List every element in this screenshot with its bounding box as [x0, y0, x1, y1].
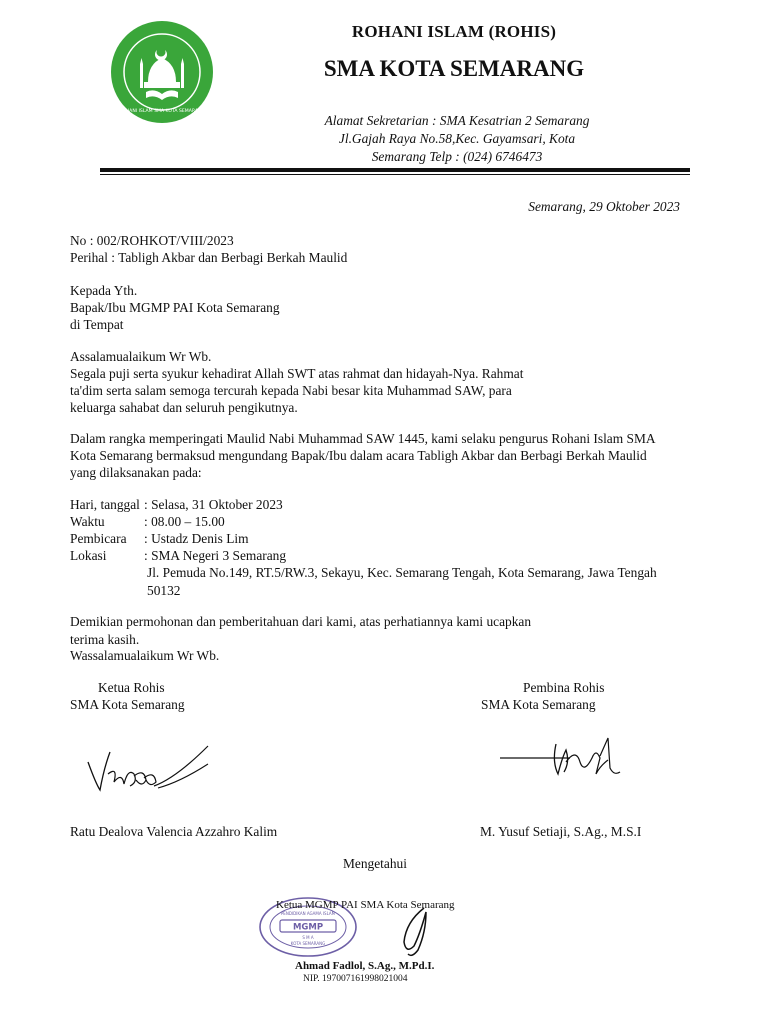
- stamp-small-text: S M A: [302, 935, 314, 940]
- address-line-1: Alamat Sekretarian : SMA Kesatrian 2 Semarang: [324, 113, 590, 128]
- intro-line: Dalam rangka memperingati Maulid Nabi Muhammad SAW 1445, kami selaku pengurus Rohani Islam SMA: [70, 431, 656, 446]
- intro-line: Kota Semarang bermaksud mengundang Bapak/Ibu dalam acara Tabligh Akbar dan Berbagi Berkah Maulid: [70, 448, 647, 463]
- right-signer-title: Pembina Rohis: [523, 680, 605, 695]
- opening-line: ta'dim serta salam semoga tercurah kepada Nabi besar kita Muhammad SAW, para: [70, 383, 512, 398]
- detail-label: Lokasi: [70, 548, 107, 563]
- opening-line: Segala puji serta syukur kehadirat Allah SWT atas rahmat dan hidayah-Nya. Rahmat: [70, 366, 524, 381]
- header-rule: [100, 168, 690, 172]
- recipient-line: di Tempat: [70, 317, 124, 332]
- closing-line: Demikian permohonan dan pemberitahuan dari kami, atas perhatiannya kami ucapkan: [70, 614, 532, 629]
- letter-subject: Perihal : Tabligh Akbar dan Berbagi Berkah Maulid: [70, 250, 348, 265]
- left-signer-title: Ketua Rohis: [98, 680, 165, 695]
- location-address: Jl. Pemuda No.149, RT.5/RW.3, Sekayu, Kec. Semarang Tengah, Kota Semarang, Jawa Tengah: [147, 565, 657, 580]
- logo-text: ROHANI ISLAM SMA KOTA SEMARANG: [118, 109, 206, 114]
- left-signer-name: Ratu Dealova Valencia Azzahro Kalim: [70, 824, 278, 839]
- detail-value: : 08.00 – 15.00: [144, 514, 225, 529]
- stamp-center-text: MGMP: [292, 922, 324, 933]
- organization-title: ROHANI ISLAM (ROHIS): [351, 22, 557, 41]
- left-signature: [84, 738, 214, 808]
- recipient-line: Kepada Yth.: [70, 283, 138, 298]
- acknowledged-label: Mengetahui: [343, 856, 407, 871]
- header-rule-thin: [100, 174, 690, 175]
- address-line-2: Jl.Gajah Raya No.58,Kec. Gayamsari, Kota: [338, 131, 576, 146]
- intro-line: yang dilaksanakan pada:: [70, 465, 202, 480]
- letter-number: No : 002/ROHKOT/VIII/2023: [70, 233, 234, 248]
- right-signer-org: SMA Kota Semarang: [481, 697, 596, 712]
- left-signer-org: SMA Kota Semarang: [70, 697, 185, 712]
- stamp-bottom-text: KOTA SEMARANG: [290, 941, 326, 946]
- opening-line: Assalamualaikum Wr Wb.: [70, 349, 212, 364]
- location-postcode: 50132: [147, 583, 181, 598]
- right-signer-name: M. Yusuf Setiaji, S.Ag., M.S.I: [480, 824, 642, 839]
- mgmp-signer-name: Ahmad Fadlol, S.Ag., M.Pd.I.: [295, 960, 435, 972]
- school-name: SMA KOTA SEMARANG: [323, 56, 585, 81]
- letter-date: Semarang, 29 Oktober 2023: [528, 199, 680, 214]
- mgmp-signature: [396, 904, 436, 960]
- detail-label: Pembicara: [70, 531, 127, 546]
- detail-label: Hari, tanggal: [70, 497, 140, 512]
- closing-line: Wassalamualaikum Wr Wb.: [70, 648, 220, 663]
- address-line-3: Semarang Telp : (024) 6746473: [371, 149, 543, 164]
- right-signature: [496, 728, 636, 798]
- closing-line: terima kasih.: [70, 632, 140, 647]
- detail-label: Waktu: [70, 514, 105, 529]
- detail-value: : Ustadz Denis Lim: [144, 531, 249, 546]
- recipient-line: Bapak/Ibu MGMP PAI Kota Semarang: [70, 300, 280, 315]
- detail-value: : Selasa, 31 Oktober 2023: [144, 497, 283, 512]
- mgmp-label: Ketua MGMP PAI SMA Kota Semarang: [276, 899, 455, 911]
- opening-line: keluarga sahabat dan seluruh pengikutnya.: [70, 400, 298, 415]
- mgmp-signer-nip: NIP. 197007161998021004: [303, 974, 408, 984]
- detail-value: : SMA Negeri 3 Semarang: [144, 548, 287, 563]
- stamp-top-text: PENDIDIKAN AGAMA ISLAM: [280, 911, 336, 916]
